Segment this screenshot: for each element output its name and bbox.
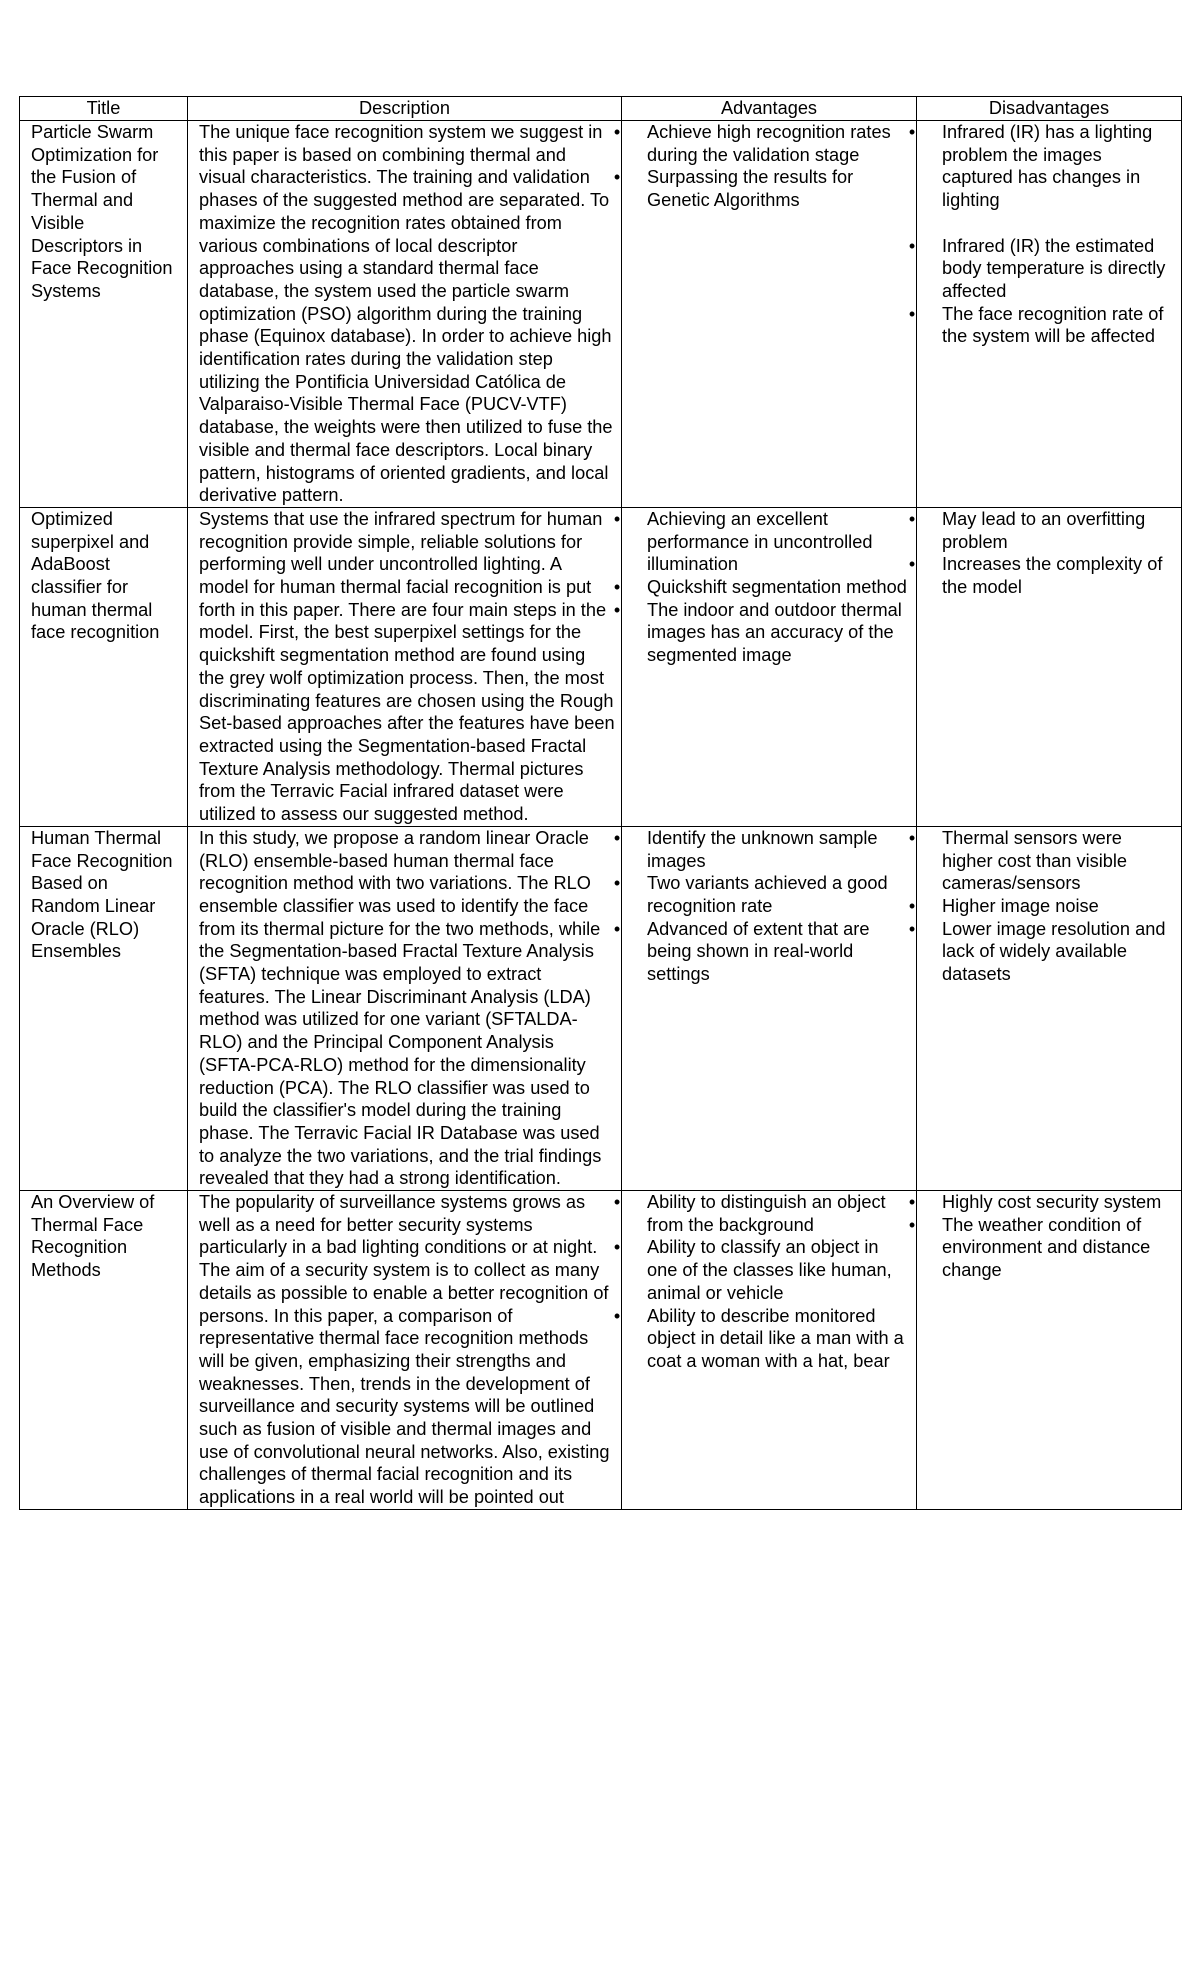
header-title: Title <box>20 97 188 121</box>
row-advantages <box>613 507 917 826</box>
bullet-icon: • <box>908 1192 916 1213</box>
advantage-item: • Ability to distinguish an object from the background <box>607 1191 910 1236</box>
row-disadvantages <box>908 1191 1182 1510</box>
table-header <box>20 97 1182 121</box>
row-description: Systems that use the infrared spectrum for human recognition provide simple, reliable solutions for performing well under uncontrolled lighting. A model for human thermal facial recognition is put forth in this paper. There are four main steps in the model. First, the best superpixel settings for the quickshift segmentation method are found using the grey wolf optimization process. Then, the most discriminating features are chosen using the Rough Set-based approaches after the features have been extracted using the Segmentation-based Fractal Texture Analysis methodology. Thermal pictures from the Terravic Facial infrared dataset were utilized to assess our suggested method. <box>188 507 622 826</box>
bullet-icon: • <box>613 577 621 598</box>
disadvantage-item: • Infrared (IR) has a lighting problem the images captured has changes in lighting <box>902 121 1175 212</box>
literature-table <box>19 96 1182 1510</box>
bullet-icon: • <box>908 235 916 256</box>
advantage-item: • Surpassing the results for Genetic Algorithms <box>607 166 910 211</box>
row-advantages <box>613 121 917 508</box>
row-disadvantages <box>908 507 1182 826</box>
table-row <box>20 1191 1182 1510</box>
row-title: Human Thermal Face Recognition Based on Random Linear Oracle (RLO) Ensembles <box>20 826 188 1190</box>
disadvantage-item: • Lower image resolution and lack of widely available datasets <box>902 918 1175 986</box>
bullet-icon: • <box>613 1237 621 1258</box>
row-disadvantages <box>908 121 1182 508</box>
bullet-icon: • <box>908 122 916 142</box>
row-disadvantages <box>908 826 1182 1190</box>
header-row <box>20 97 1182 121</box>
bullet-icon: • <box>613 508 621 529</box>
bullet-icon: • <box>613 827 621 848</box>
bullet-icon: • <box>613 122 621 142</box>
advantage-item: • Ability to describe monitored object in detail like a man with a coat a woman with a hat, bear <box>607 1305 910 1373</box>
bullet-icon: • <box>908 554 916 575</box>
row-description: The unique face recognition system we suggest in this paper is based on combining thermal and visual characteristics. The training and validation phases of the suggested method are separated. To maximize the recognition rates obtained from various combinations of local descriptor approaches using a standard thermal face database, the system used the particle swarm optimization (PSO) algorithm during the training phase (Equinox database). In order to achieve high identification rates during the validation step utilizing the Pontificia Universidad Católica de Valparaiso-Visible Thermal Face (PUCV-VTF) database, the weights were then utilized to fuse the visible and thermal face descriptors. Local binary pattern, histograms of oriented gradients, and local derivative pattern. <box>188 121 622 508</box>
bullet-icon: • <box>613 918 621 939</box>
bullet-icon: • <box>908 895 916 916</box>
table-row <box>20 826 1182 1190</box>
header-description: Description <box>188 97 622 121</box>
disadvantage-item: • Higher image noise <box>902 895 1175 918</box>
disadvantage-item: • The face recognition rate of the system will be affected <box>902 303 1175 348</box>
table-row <box>20 121 1182 508</box>
row-description: The popularity of surveillance systems grows as well as a need for better security systems particularly in a bad lighting conditions or at night. The aim of a security system is to collect as many details as possible to enable a better recognition of persons. In this paper, a comparison of representative thermal face recognition methods will be given, emphasizing their strengths and weaknesses. Then, trends in the development of surveillance and security systems will be outlined such as fusion of visible and thermal images and use of convolutional neural networks. Also, existing challenges of thermal facial recognition and its applications in a real world will be pointed out <box>188 1191 622 1510</box>
bullet-icon: • <box>908 918 916 939</box>
bullet-icon: • <box>908 508 916 529</box>
disadvantage-item: • The weather condition of environment and distance change <box>902 1214 1175 1282</box>
bullet-icon: • <box>908 303 916 324</box>
disadvantage-item: • Thermal sensors were higher cost than visible cameras/sensors <box>902 827 1175 895</box>
row-title: An Overview of Thermal Face Recognition Methods <box>20 1191 188 1510</box>
disadvantage-item: • Increases the complexity of the model <box>902 553 1175 598</box>
advantage-item: • Quickshift segmentation method <box>607 576 910 599</box>
row-description: In this study, we propose a random linear Oracle (RLO) ensemble-based human thermal face recognition method with two variations. The RLO ensemble classifier was used to identify the face from its thermal picture for the two methods, while the Segmentation-based Fractal Texture Analysis (SFTA) technique was employed to extract features. The Linear Discriminant Analysis (LDA) method was utilized for one variant (SFTALDA-RLO) and the Principal Component Analysis (SFTA-PCA-RLO) method for the dimensionality reduction (PCA). The RLO classifier was used to build the classifier's model during the training phase. The Terravic Facial IR Database was used to analyze the two variations, and the trial findings revealed that they had a strong identification. <box>188 826 622 1190</box>
row-title: Optimized superpixel and AdaBoost classifier for human thermal face recognition <box>20 507 188 826</box>
advantage-item: • Ability to classify an object in one of the classes like human, animal or vehicle <box>607 1236 910 1304</box>
bullet-icon: • <box>613 599 621 620</box>
advantage-item: • Identify the unknown sample images <box>607 827 910 872</box>
bullet-icon: • <box>908 827 916 848</box>
advantage-item: • Achieve high recognition rates during the validation stage <box>607 121 910 166</box>
bullet-icon: • <box>908 1214 916 1235</box>
advantage-item: • Achieving an excellent performance in uncontrolled illumination <box>607 508 910 576</box>
bullet-icon: • <box>613 873 621 894</box>
row-advantages <box>613 1191 917 1510</box>
table-row <box>20 507 1182 826</box>
disadvantage-item: • May lead to an overfitting problem <box>902 508 1175 553</box>
advantage-item: • Two variants achieved a good recognition rate <box>607 872 910 917</box>
header-disadvantages: Disadvantages <box>917 97 1182 121</box>
disadvantage-item: • Highly cost security system <box>902 1191 1175 1214</box>
row-advantages <box>613 826 917 1190</box>
bullet-icon: • <box>613 167 621 188</box>
row-title: Particle Swarm Optimization for the Fusion of Thermal and Visible Descriptors in Face Recognition Systems <box>20 121 188 508</box>
advantage-item: • The indoor and outdoor thermal images has an accuracy of the segmented image <box>607 599 910 667</box>
disadvantage-item: • Infrared (IR) the estimated body temperature is directly affected <box>902 235 1175 303</box>
advantage-item: • Advanced of extent that are being shown in real-world settings <box>607 918 910 986</box>
bullet-icon: • <box>613 1192 621 1213</box>
bullet-icon: • <box>613 1305 621 1326</box>
header-advantages: Advantages <box>622 97 917 121</box>
